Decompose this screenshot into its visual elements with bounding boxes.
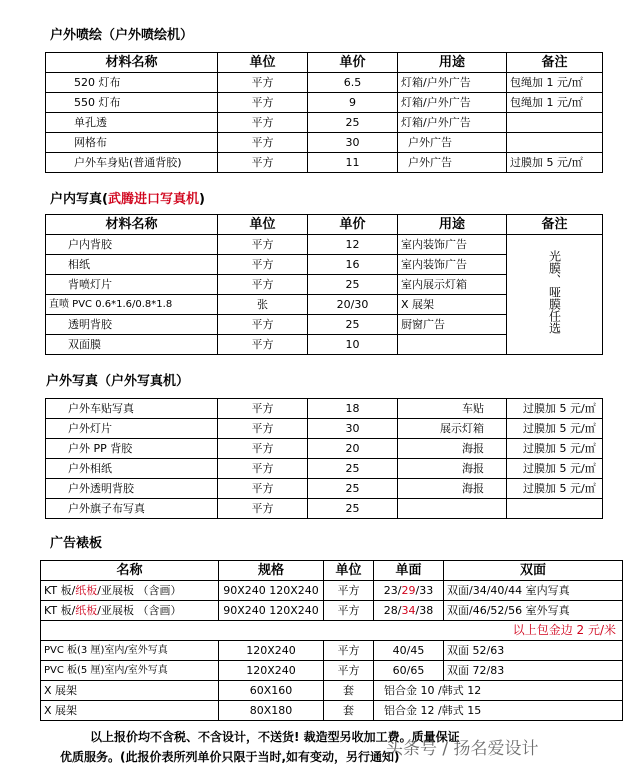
note-cell: 包绳加 1 元/㎡ [507, 93, 603, 113]
header-cell: 单价 [308, 53, 398, 73]
material-cell: 户内背胶 [46, 235, 218, 255]
spec-cell: 90X240 120X240 [219, 581, 324, 601]
usage-cell: 厨窗广告 [398, 315, 507, 335]
footer-line-1: 以上报价均不含税、不含设计，不送货! 裁造型另收加工费。质量保证 [90, 730, 460, 744]
table-row [46, 153, 603, 173]
usage-cell: 展示灯箱 [398, 419, 507, 439]
unit-cell: 平方 [218, 235, 308, 255]
header-cell: 单位 [218, 215, 308, 235]
price-cell: 25 [308, 315, 398, 335]
spec-cell: 60X160 [219, 681, 324, 701]
note-cell [507, 133, 603, 153]
unit-cell: 平方 [218, 479, 308, 499]
name-cell [41, 581, 219, 601]
usage-cell [398, 499, 507, 519]
usage-cell: 室内装饰广告 [398, 235, 507, 255]
note-cell: 过膜加 5 元/㎡ [507, 439, 603, 459]
double-cell: 双面 52/63 [444, 641, 623, 661]
price-cell: 25 [308, 499, 398, 519]
price-cell: 25 [308, 479, 398, 499]
price-cell: 铝合金 10 /韩式 12 [374, 681, 623, 701]
price-cell: 9 [308, 93, 398, 113]
header-cell: 用途 [398, 53, 507, 73]
table-row [46, 459, 603, 479]
spec-cell: 120X240 [219, 641, 324, 661]
usage-cell: 室内展示灯箱 [398, 275, 507, 295]
table-row [46, 113, 603, 133]
note-cell: 包绳加 1 元/㎡ [507, 73, 603, 93]
unit-cell: 平方 [218, 499, 308, 519]
indoor-photo-title [50, 188, 205, 207]
ad-board-title: 广告裱板 [50, 536, 103, 551]
table-row [46, 235, 603, 255]
material-cell: 户外 PP 背胶 [46, 439, 218, 459]
spec-cell: 90X240 120X240 [219, 601, 324, 621]
price-cell: 30 [308, 133, 398, 153]
name-part: /亚展板 （含画） [97, 584, 182, 597]
table-row [46, 439, 603, 459]
usage-cell: 海报 [398, 459, 507, 479]
material-cell: 网格布 [46, 133, 218, 153]
table-row [41, 681, 623, 701]
double-cell: 双面/46/52/56 室外写真 [444, 601, 623, 621]
price-cell: 11 [308, 153, 398, 173]
film-note: 光膜、哑膜任选 [547, 249, 562, 334]
unit-cell: 平方 [218, 255, 308, 275]
material-cell: 550 灯布 [46, 93, 218, 113]
usage-cell: 灯箱/户外广告 [398, 93, 507, 113]
material-cell: 相纸 [46, 255, 218, 275]
note-cell: 过膜加 5 元/㎡ [507, 419, 603, 439]
price-cell: 12 [308, 235, 398, 255]
single-part: 23/ [383, 584, 402, 597]
single-cell: 60/65 [374, 661, 444, 681]
unit-cell: 平方 [324, 581, 374, 601]
price-cell: 铝合金 12 /韩式 15 [374, 701, 623, 721]
name-cell: PVC 板(3 厘)室内/室外写真 [41, 641, 219, 661]
indoor-photo-table [45, 214, 603, 355]
name-part: /亚展板 （含画） [97, 604, 182, 617]
outdoor-photo-table [45, 398, 603, 519]
table-header-row [41, 561, 623, 581]
usage-cell [398, 335, 507, 355]
ad-board-table [40, 560, 623, 721]
unit-cell: 套 [324, 681, 374, 701]
note-cell [507, 113, 603, 133]
outdoor-spray-title: 户外喷绘（户外喷绘机） [50, 28, 194, 43]
footer-line-2: 优质服务。(此报价表所列单价只限于当时,如有变动，另行通知) [60, 750, 400, 764]
usage-cell: 海报 [398, 479, 507, 499]
header-cell: 单价 [308, 215, 398, 235]
unit-cell: 平方 [218, 275, 308, 295]
indoor-photo-title-suffix: ) [198, 192, 205, 207]
material-cell: 户外车身贴(普通背胶) [46, 153, 218, 173]
name-highlight: 纸板 [75, 584, 98, 597]
price-cell: 18 [308, 399, 398, 419]
unit-cell: 平方 [218, 459, 308, 479]
header-cell: 材料名称 [46, 215, 218, 235]
header-cell: 单面 [374, 561, 444, 581]
spec-cell: 80X180 [219, 701, 324, 721]
unit-cell: 平方 [218, 315, 308, 335]
material-cell: 双面膜 [46, 335, 218, 355]
indoor-photo-title-highlight: 武腾进口写真机 [107, 192, 199, 207]
header-cell: 名称 [41, 561, 219, 581]
note-cell: 过膜加 5 元/㎡ [507, 399, 603, 419]
table-row [46, 93, 603, 113]
double-cell: 双面 72/83 [444, 661, 623, 681]
unit-cell: 套 [324, 701, 374, 721]
table-row [41, 641, 623, 661]
note-cell: 过膜加 5 元/㎡ [507, 479, 603, 499]
header-cell: 备注 [507, 215, 603, 235]
header-cell: 双面 [444, 561, 623, 581]
unit-cell: 平方 [218, 133, 308, 153]
watermark: 头条号 / 扬名爱设计 [386, 739, 539, 759]
single-cell [374, 601, 444, 621]
note-cell [507, 235, 603, 355]
outdoor-spray-table [45, 52, 603, 173]
single-highlight: 34 [401, 604, 416, 617]
table-row [46, 133, 603, 153]
usage-cell: 室内装饰广告 [398, 255, 507, 275]
single-cell: 40/45 [374, 641, 444, 661]
unit-cell: 张 [218, 295, 308, 315]
name-highlight: 纸板 [75, 604, 98, 617]
price-cell: 20 [308, 439, 398, 459]
edge-note: 以上包金边 2 元/米 [41, 621, 623, 641]
unit-cell: 平方 [218, 335, 308, 355]
price-cell: 10 [308, 335, 398, 355]
material-cell: 直喷 PVC 0.6*1.6/0.8*1.8 [46, 295, 218, 315]
unit-cell: 平方 [218, 153, 308, 173]
price-cell: 16 [308, 255, 398, 275]
header-cell: 材料名称 [46, 53, 218, 73]
indoor-photo-title-prefix: 户内写真( [50, 192, 108, 207]
name-cell: X 展架 [41, 681, 219, 701]
table-header-row [46, 53, 603, 73]
unit-cell: 平方 [324, 601, 374, 621]
single-cell [374, 581, 444, 601]
unit-cell: 平方 [218, 399, 308, 419]
usage-cell: 灯箱/户外广告 [398, 113, 507, 133]
price-cell: 25 [308, 275, 398, 295]
table-row [46, 399, 603, 419]
price-cell: 6.5 [308, 73, 398, 93]
table-row [41, 601, 623, 621]
material-cell: 520 灯布 [46, 73, 218, 93]
name-part: KT 板/ [44, 584, 76, 597]
price-cell: 25 [308, 459, 398, 479]
table-row [46, 499, 603, 519]
header-cell: 用途 [398, 215, 507, 235]
price-cell: 30 [308, 419, 398, 439]
table-row [46, 73, 603, 93]
material-cell: 户外透明背胶 [46, 479, 218, 499]
header-cell: 单位 [324, 561, 374, 581]
unit-cell: 平方 [218, 439, 308, 459]
single-part: /38 [415, 604, 434, 617]
unit-cell: 平方 [324, 661, 374, 681]
name-cell: PVC 板(5 厘)室内/室外写真 [41, 661, 219, 681]
unit-cell: 平方 [218, 419, 308, 439]
usage-cell: 海报 [398, 439, 507, 459]
name-cell [41, 601, 219, 621]
material-cell: 背喷灯片 [46, 275, 218, 295]
material-cell: 透明背胶 [46, 315, 218, 335]
single-part: 28/ [383, 604, 402, 617]
price-cell: 25 [308, 113, 398, 133]
table-header-row [46, 215, 603, 235]
usage-cell: 车贴 [398, 399, 507, 419]
table-row [41, 581, 623, 601]
material-cell: 户外车贴写真 [46, 399, 218, 419]
note-cell [507, 499, 603, 519]
name-cell: X 展架 [41, 701, 219, 721]
unit-cell: 平方 [218, 113, 308, 133]
single-highlight: 29 [401, 584, 416, 597]
material-cell: 户外相纸 [46, 459, 218, 479]
header-cell: 单位 [218, 53, 308, 73]
unit-cell: 平方 [218, 93, 308, 113]
table-row [46, 479, 603, 499]
table-row [41, 621, 623, 641]
usage-cell: 灯箱/户外广告 [398, 73, 507, 93]
unit-cell: 平方 [218, 73, 308, 93]
header-cell: 备注 [507, 53, 603, 73]
table-row [41, 701, 623, 721]
price-cell: 20/30 [308, 295, 398, 315]
usage-cell: X 展架 [398, 295, 507, 315]
material-cell: 单孔透 [46, 113, 218, 133]
note-cell: 过膜加 5 元/㎡ [507, 153, 603, 173]
note-cell: 过膜加 5 元/㎡ [507, 459, 603, 479]
outdoor-photo-title: 户外写真（户外写真机） [46, 374, 190, 389]
spec-cell: 120X240 [219, 661, 324, 681]
table-row [46, 419, 603, 439]
single-part: /33 [415, 584, 434, 597]
header-cell: 规格 [219, 561, 324, 581]
double-cell: 双面/34/40/44 室内写真 [444, 581, 623, 601]
unit-cell: 平方 [324, 641, 374, 661]
material-cell: 户外灯片 [46, 419, 218, 439]
name-part: KT 板/ [44, 604, 76, 617]
usage-cell: 户外广告 [398, 133, 507, 153]
usage-cell: 户外广告 [398, 153, 507, 173]
table-row [41, 661, 623, 681]
material-cell: 户外旗子布写真 [46, 499, 218, 519]
